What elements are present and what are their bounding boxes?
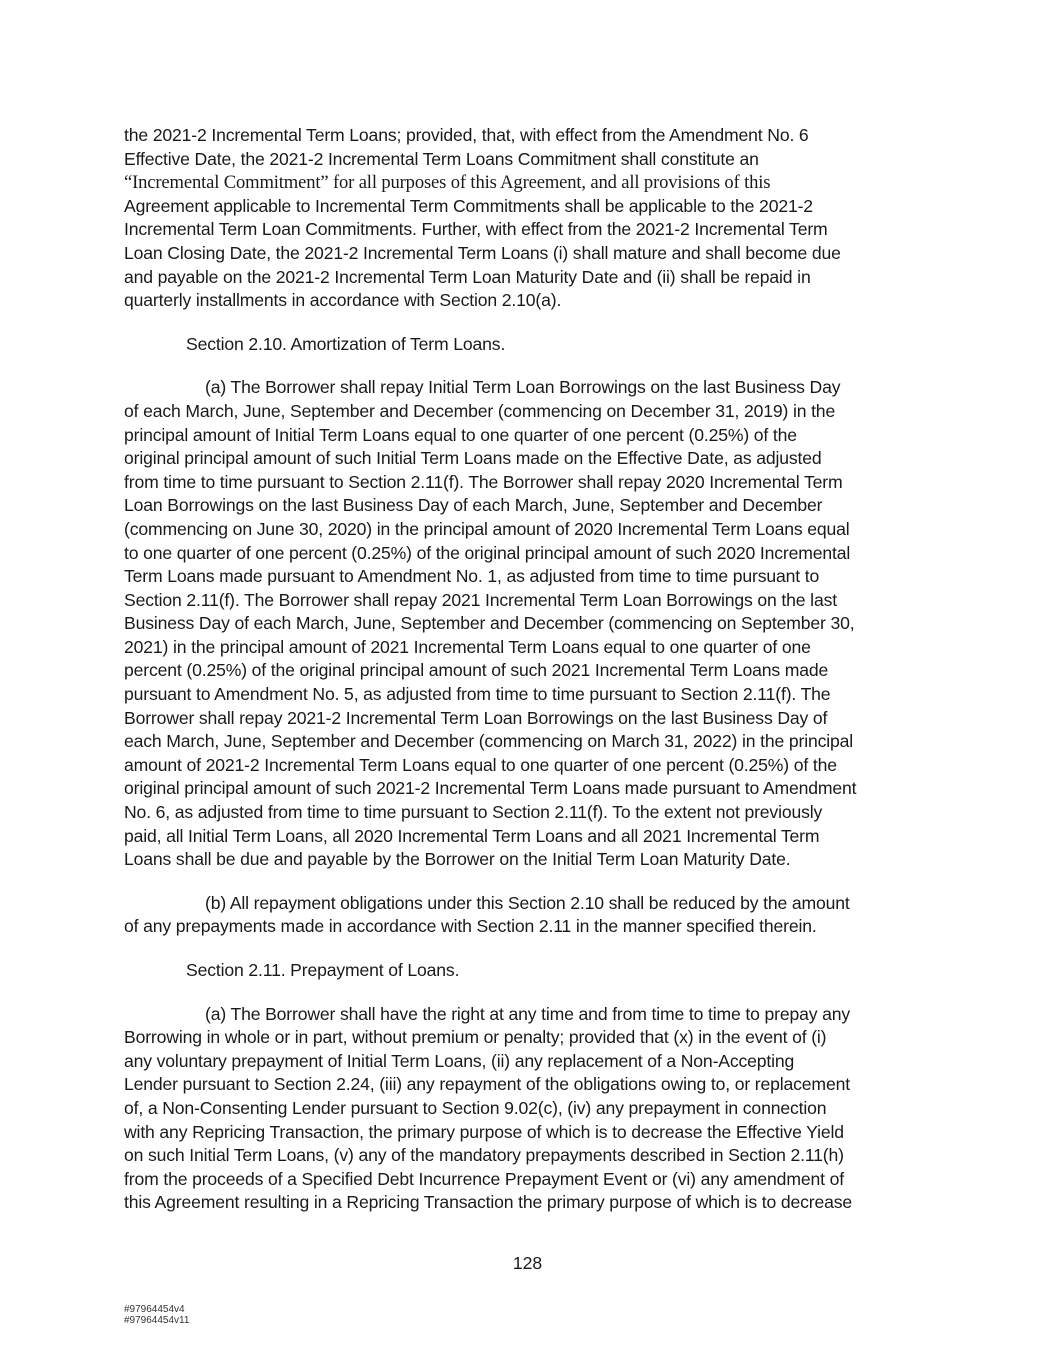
text-line: from time to time pursuant to Section 2.11(f). The Borrower shall repay 2020 Incremental Term [124, 471, 843, 492]
text-line: of each March, June, September and December (commencing on December 31, 2019) in the [124, 400, 836, 421]
text-line: Borrowing in whole or in part, without premium or penalty; provided that (x) in the event of (i) [124, 1027, 827, 1048]
text-line: Borrower shall repay 2021-2 Incremental Term Loan Borrowings on the last Business Day of [124, 707, 828, 728]
text-line: the 2021-2 Incremental Term Loans; provided, that, with effect from the Amendment No. 6 [124, 125, 809, 145]
text-line: on such Initial Term Loans, (v) any of the mandatory prepayments described in Section 2.11(h) [124, 1145, 844, 1166]
text-line: original principal amount of such 2021-2 Incremental Term Loans made pursuant to Amendment [124, 778, 857, 799]
text-line: Lender pursuant to Section 2.24, (iii) any repayment of the obligations owing to, or replacement [124, 1074, 850, 1095]
text-line: No. 6, as adjusted from time to time pursuant to Section 2.11(f). To the extent not previously [124, 802, 823, 823]
text-line: Business Day of each March, June, September and December (commencing on September 30, [124, 613, 855, 634]
document-id: #97964454v4 [124, 1304, 185, 1315]
text-line: of, a Non-Consenting Lender pursuant to Section 9.02(c), (iv) any prepayment in connection [124, 1097, 827, 1118]
text-line: principal amount of Initial Term Loans equal to one quarter of one percent (0.25%) of the [124, 424, 797, 445]
section-2-11-heading: Section 2.11. Prepayment of Loans. [186, 960, 460, 980]
text-line: and payable on the 2021-2 Incremental Term Loan Maturity Date and (ii) shall be repaid in [124, 266, 811, 287]
text-line: quarterly installments in accordance with Section 2.10(a). [124, 290, 562, 311]
text-line: “Incremental Commitment” for all purposes of this Agreement, and all provisions of this [124, 172, 771, 194]
text-line: (b) All repayment obligations under this Section 2.10 shall be reduced by the amount [205, 892, 850, 913]
section-2-10-a-paragraph [124, 376, 934, 871]
text-line: Loans shall be due and payable by the Borrower on the Initial Term Loan Maturity Date. [124, 849, 791, 870]
document-body [124, 124, 934, 1215]
text-line: Incremental Term Loan Commitments. Further, with effect from the 2021-2 Incremental Term [124, 219, 828, 240]
document-id: #97964454v11 [124, 1315, 190, 1326]
section-2-10-b-paragraph [124, 892, 934, 939]
text-line: original principal amount of such Initial Term Loans made on the Effective Date, as adjusted [124, 448, 822, 469]
text-line: percent (0.25%) of the original principal amount of such 2021 Incremental Term Loans made [124, 660, 829, 681]
text-line: Loan Closing Date, the 2021-2 Incremental Term Loans (i) shall mature and shall become due [124, 242, 841, 263]
text-line: of any prepayments made in accordance with Section 2.11 in the manner specified therein. [124, 916, 817, 937]
text-line: (a) The Borrower shall repay Initial Term Loan Borrowings on the last Business Day [205, 377, 841, 398]
text-line: (commencing on June 30, 2020) in the principal amount of 2020 Incremental Term Loans equal [124, 518, 850, 539]
section-2-10-heading: Section 2.10. Amortization of Term Loans. [186, 333, 506, 354]
text-line: to one quarter of one percent (0.25%) of the original principal amount of such 2020 Incremental [124, 542, 851, 563]
text-line: from the proceeds of a Specified Debt Incurrence Prepayment Event or (vi) any amendment of [124, 1168, 844, 1189]
page-number: 128 [512, 1253, 543, 1273]
text-line: any voluntary prepayment of Initial Term Loans, (ii) any replacement of a Non-Accepting [124, 1050, 795, 1071]
text-line: each March, June, September and December (commencing on March 31, 2022) in the principal [124, 731, 854, 752]
text-line: Section 2.11(f). The Borrower shall repay 2021 Incremental Term Loan Borrowings on the last [124, 589, 837, 610]
section-2-11-a-paragraph [124, 1003, 934, 1215]
text-line: Effective Date, the 2021-2 Incremental Term Loans Commitment shall constitute an [124, 148, 759, 169]
text-line: Agreement applicable to Incremental Term Commitments shall be applicable to the 2021-2 [124, 195, 813, 216]
text-line: Term Loans made pursuant to Amendment No. 1, as adjusted from time to time pursuant to [124, 566, 820, 587]
text-line: with any Repricing Transaction, the primary purpose of which is to decrease the Effective Yield [124, 1121, 844, 1142]
text-line: (a) The Borrower shall have the right at any time and from time to time to prepay any [205, 1003, 851, 1024]
text-line: amount of 2021-2 Incremental Term Loans equal to one quarter of one percent (0.25%) of the [124, 754, 837, 775]
document-ids [124, 1304, 189, 1326]
text-line: paid, all Initial Term Loans, all 2020 Incremental Term Loans and all 2021 Incremental Term [124, 825, 820, 846]
text-line: this Agreement resulting in a Repricing Transaction the primary purpose of which is to decrease [124, 1192, 852, 1213]
intro-paragraph [124, 124, 934, 313]
text-line: Loan Borrowings on the last Business Day of each March, June, September and December [124, 495, 823, 516]
text-line: pursuant to Amendment No. 5, as adjusted from time to time pursuant to Section 2.11(f). The [124, 684, 831, 705]
text-line: 2021) in the principal amount of 2021 Incremental Term Loans equal to one quarter of one [124, 636, 811, 657]
